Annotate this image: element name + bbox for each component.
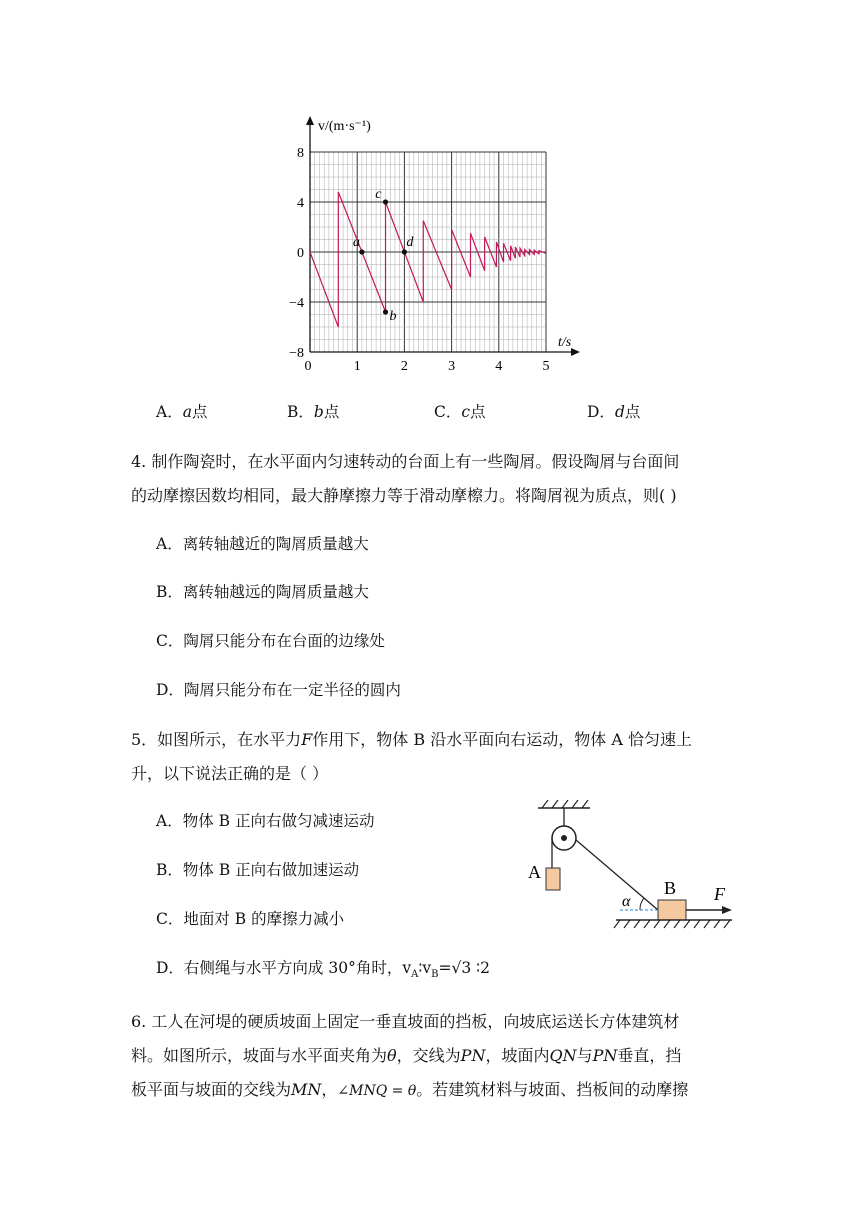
q5-stem-line2: 升，以下说法正确的是（ ）: [131, 764, 329, 783]
q5-option-a[interactable]: A．物体 B 正向右做匀减速运动: [156, 812, 375, 830]
y-tick-label: 0: [297, 246, 304, 261]
x-tick-label: 4: [495, 359, 503, 374]
y-tick-label: −4: [289, 296, 304, 311]
q4-option-b[interactable]: B．离转轴越远的陶屑质量越大: [156, 583, 369, 601]
point-marker-d: [402, 249, 407, 254]
point-marker-a: [359, 249, 364, 254]
x-tick-label: 1: [353, 359, 361, 374]
q4-option-c[interactable]: C．陶屑只能分布在台面的边缘处: [156, 632, 385, 650]
point-label-d: d: [406, 235, 414, 250]
q6-stem-line2: 料。如图所示，坡面与水平面夹角为θ，交线为PN，坡面内QN与PN垂直，挡: [131, 1046, 682, 1065]
point-label-a: a: [352, 235, 360, 250]
x-tick-label: 3: [448, 359, 456, 374]
svg-text:A: A: [528, 862, 541, 882]
y-axis-arrow-icon: [306, 116, 314, 125]
point-label-c: c: [375, 187, 382, 202]
q6-stem-line1: 6. 工人在河堤的硬质坡面上固定一垂直坡面的挡板，向坡底运送长方体建筑材: [131, 1012, 680, 1031]
svg-text:α: α: [622, 893, 631, 910]
y-axis-label: v/(m·s⁻¹): [318, 119, 371, 134]
block-a: [546, 868, 560, 890]
q3-option-b[interactable]: B．b点: [287, 403, 340, 421]
x-tick-label: 0: [304, 359, 312, 374]
x-tick-label: 5: [542, 359, 550, 374]
q3-option-c[interactable]: C．c点: [434, 403, 486, 421]
point-marker-c: [383, 199, 388, 204]
y-tick-label: 8: [297, 146, 304, 161]
q3-option-d[interactable]: D．d点: [587, 403, 641, 421]
x-tick-label: 2: [400, 359, 408, 374]
x-axis-label: t/s: [558, 335, 572, 350]
y-tick-label: 4: [297, 196, 304, 211]
q3-option-a[interactable]: A．a点: [156, 403, 208, 421]
q5-option-c[interactable]: C．地面对 B 的摩擦力减小: [156, 910, 345, 928]
q4-option-d[interactable]: D．陶屑只能分布在一定半径的圆内: [156, 681, 401, 699]
arrow-right-icon: [722, 906, 732, 914]
velocity-time-graph: [280, 112, 590, 374]
svg-text:B: B: [664, 878, 677, 898]
point-marker-b: [383, 309, 388, 314]
svg-text:F: F: [714, 884, 725, 904]
q4-option-a[interactable]: A．离转轴越近的陶屑质量越大: [156, 535, 369, 553]
y-tick-label: −8: [289, 346, 304, 361]
q4-stem-line2: 的动摩擦因数均相同，最大静摩擦力等于滑动摩檫力。将陶屑视为质点，则( ): [131, 486, 677, 505]
q4-stem-line1: 4. 制作陶瓷时，在水平面内匀速转动的台面上有一些陶屑。假设陶屑与台面间: [131, 452, 680, 471]
point-label-b: b: [389, 309, 397, 324]
q5-option-b[interactable]: B．物体 B 正向右做加速运动: [156, 861, 360, 879]
x-axis-arrow-icon: [571, 348, 580, 356]
pulley-diagram: [520, 800, 740, 940]
q6-stem-line3: 板平面与坡面的交线为MN，∠MNQ = θ。若建筑材料与坡面、挡板间的动摩擦: [131, 1080, 689, 1099]
q5-option-d[interactable]: D．右侧绳与水平方向成 30°角时，$v_A∶v_B=√3$ ∶2: [156, 959, 491, 981]
q5-stem-line1: 5．如图所示，在水平力F作用下，物体 B 沿水平面向右运动，物体 A 恰匀速上: [131, 730, 692, 749]
block-b: [658, 900, 686, 920]
